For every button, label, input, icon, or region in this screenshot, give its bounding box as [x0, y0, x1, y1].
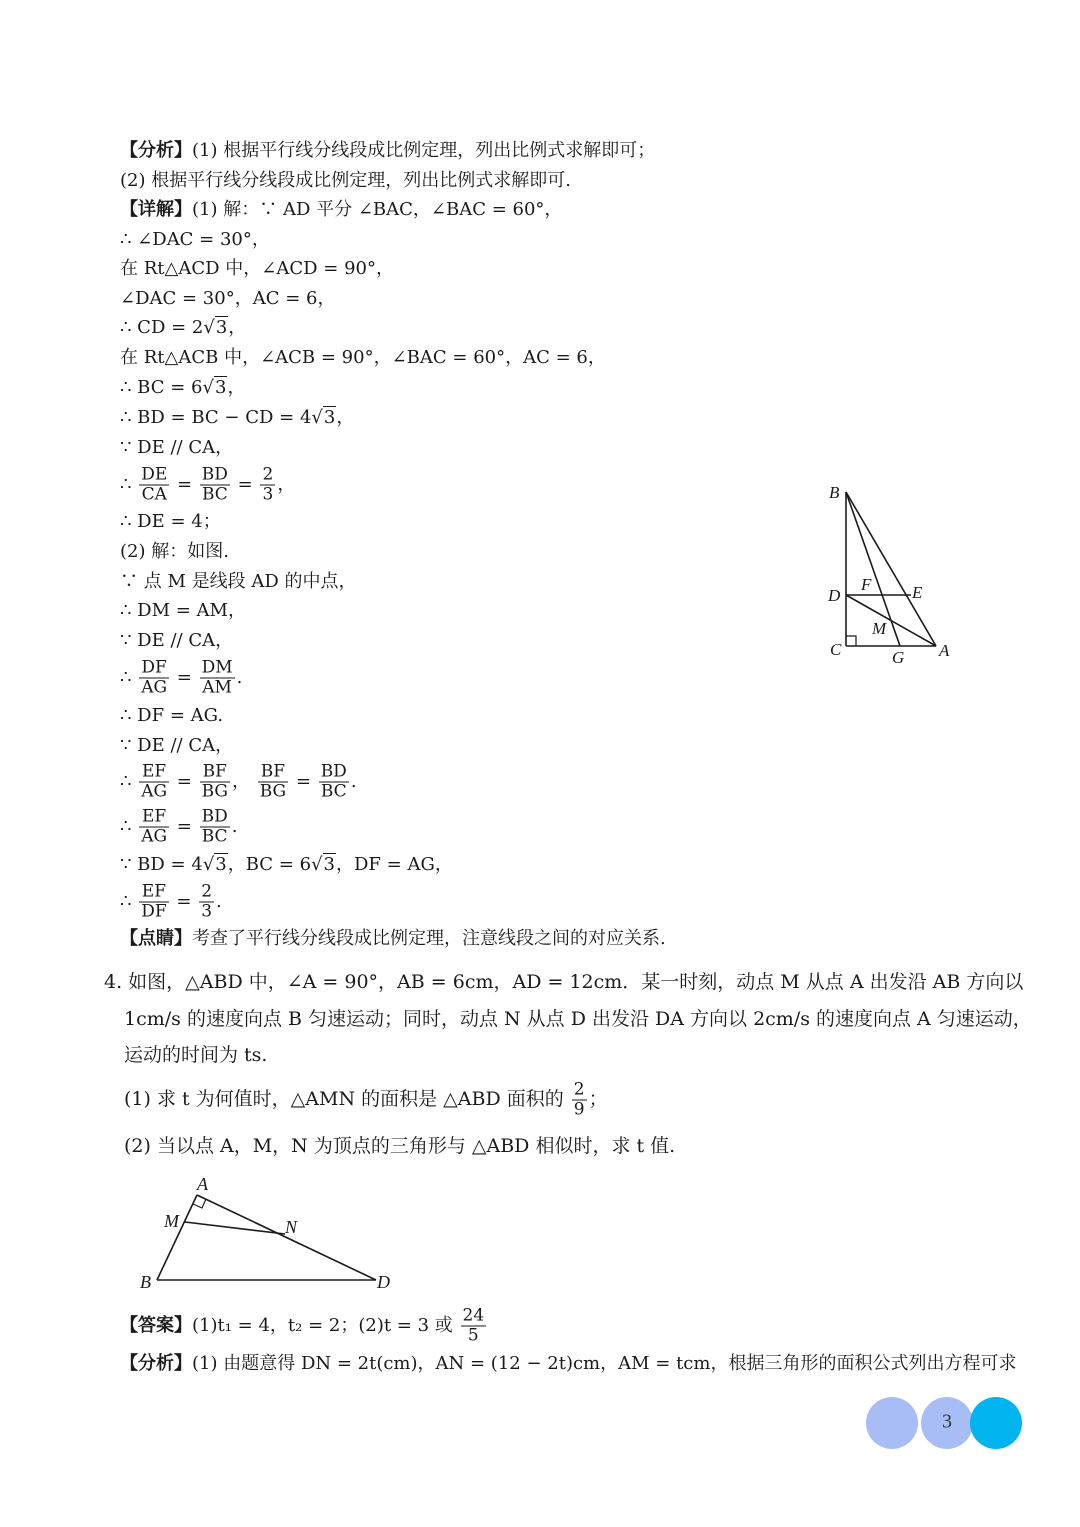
numerator: BF — [258, 763, 288, 783]
denominator: AG — [141, 781, 168, 802]
numerator: EF — [139, 763, 169, 783]
fraction-bf-bg-2 — [258, 763, 288, 802]
detail-line-17: ∴ DF = AG. — [120, 705, 224, 726]
therefore-symbol: ∴ — [120, 816, 132, 837]
therefore-symbol: ∴ — [120, 474, 132, 495]
label-n: N — [285, 1217, 298, 1237]
denominator: AG — [141, 677, 168, 698]
comment-text: 考查了平行线分线段成比例定理，注意线段之间的对应关系. — [192, 928, 666, 949]
analysis-tag: 【分析】 — [120, 140, 192, 161]
label-f: F — [861, 575, 872, 594]
detail-line-10 — [120, 466, 295, 505]
comment-line — [120, 928, 666, 950]
answer-tag: 【答案】 — [120, 1315, 192, 1336]
badge-circle-left — [866, 1397, 918, 1449]
df-ag: ，DF = AG， — [336, 854, 453, 875]
numerator: 2 — [201, 881, 213, 902]
segment-ad — [197, 1195, 376, 1280]
detail-line-11: ∴ DE = 4； — [120, 511, 221, 532]
punctuation: . — [231, 816, 238, 837]
detail-text-1: (1) 解：∵ AD 平分 ∠BAC，∠BAC = 60°， — [192, 199, 563, 220]
cd-eq: ∴ CD = 2 — [120, 317, 204, 338]
detail-line-3: 在 Rt△ACD 中，∠ACD = 90°， — [120, 258, 394, 279]
equals-sign: = — [237, 474, 253, 495]
fraction-bd-bc — [200, 466, 230, 505]
denominator: BG — [259, 781, 287, 802]
comment-tag: 【点睛】 — [120, 928, 192, 949]
therefore-symbol: ∴ — [120, 891, 132, 912]
numerator: BF — [200, 763, 230, 783]
bc-end: ， — [227, 377, 246, 398]
detail-line-22 — [120, 883, 222, 922]
fraction-de-ca — [139, 466, 169, 505]
segment-ab — [157, 1195, 197, 1280]
analysis2-line — [120, 1353, 1016, 1375]
label-m: M — [164, 1211, 179, 1231]
denominator: 3 — [201, 901, 213, 922]
problem4-question-2: (2) 当以点 A，M，N 为顶点的三角形与 △ABD 相似时，求 t 值. — [124, 1135, 676, 1157]
label-g: G — [892, 648, 905, 667]
fraction-24-5 — [461, 1307, 487, 1346]
equals-sign: = — [176, 816, 192, 837]
badge-circle-right — [970, 1397, 1022, 1449]
detail-line-15: ∵ DE // CA， — [120, 630, 234, 651]
bd-end: ， — [336, 407, 355, 428]
label-b: B — [829, 483, 840, 502]
denominator: BG — [201, 781, 228, 802]
numerator: BD — [201, 464, 228, 485]
punctuation: . — [236, 667, 243, 688]
fraction-bd-bc — [200, 808, 230, 847]
bc-value: ，BC = 6 — [227, 854, 312, 875]
numerator: 2 — [262, 464, 274, 485]
fraction-ef-ag — [139, 808, 169, 847]
bc-radicand: 3 — [214, 377, 227, 398]
question-1-text: (1) 求 t 为何值时，△AMN 的面积是 △ABD 面积的 — [124, 1088, 564, 1110]
label-e: E — [912, 583, 923, 602]
detail-line-12: (2) 解：如图. — [120, 541, 229, 562]
equals-sign: = — [295, 771, 311, 792]
detail-line-16 — [120, 659, 242, 698]
detail-line-9: ∵ DE // CA， — [120, 437, 234, 458]
bd-value: ∵ BD = 4 — [120, 854, 203, 875]
numerator: EF — [139, 808, 169, 828]
numerator: BD — [320, 761, 347, 782]
detail-line-7: ∴ BC = 6√3， — [120, 377, 246, 398]
numerator: 2 — [573, 1079, 585, 1100]
answer-text: (1)t₁ = 4，t₂ = 2；(2)t = 3 或 — [192, 1315, 453, 1336]
segment-ba — [846, 492, 936, 646]
detail-line-6: 在 Rt△ACB 中，∠ACB = 90°，∠BAC = 60°，AC = 6， — [120, 347, 606, 368]
fraction-df-ag — [139, 659, 169, 698]
label-a: A — [197, 1174, 208, 1194]
fraction-ef-ag — [139, 763, 169, 802]
detail-line-14: ∴ DM = AM， — [120, 600, 246, 621]
analysis-line-1 — [120, 140, 655, 162]
denominator: DF — [141, 901, 167, 922]
denominator: AM — [202, 677, 232, 698]
bd-eq: ∴ BD = BC − CD = 4 — [120, 407, 312, 428]
punctuation: ， — [277, 474, 296, 495]
therefore-symbol: ∴ — [120, 667, 132, 688]
numerator: EF — [139, 883, 168, 903]
fraction-bd-bc — [319, 763, 349, 802]
numerator: DM — [201, 657, 233, 678]
detail-line-21: ∵ BD = 4√3，BC = 6√3，DF = AG， — [120, 854, 453, 875]
equals-sign: = — [176, 771, 192, 792]
equals-sign: = — [176, 474, 193, 495]
equals-sign: = — [176, 891, 192, 912]
fraction-2-3 — [260, 466, 275, 505]
label-d: D — [377, 1272, 390, 1292]
denominator: 5 — [467, 1325, 479, 1346]
problem4-line-2: 1cm/s 的速度向点 B 匀速运动；同时，动点 N 从点 D 出发沿 DA 方向以 2cm/s 的速度向点 A 匀速运动， — [124, 1008, 1032, 1030]
answer-line — [120, 1307, 488, 1346]
detail-line-19 — [120, 763, 357, 802]
detail-line-20 — [120, 808, 237, 847]
detail-tag: 【详解】 — [120, 199, 192, 220]
punctuation: . — [216, 891, 222, 912]
fraction-bf-bg — [200, 763, 230, 802]
page-number: 3 — [942, 1410, 952, 1433]
equals-sign: = — [176, 667, 192, 688]
punctuation: ， — [232, 771, 250, 792]
denominator: BC — [320, 781, 347, 802]
label-d: D — [828, 586, 841, 605]
detail-line-2: ∴ ∠DAC = 30°， — [120, 229, 270, 250]
problem4-line-3: 运动的时间为 ts. — [124, 1044, 268, 1066]
denominator: BC — [201, 484, 228, 505]
analysis2-text: (1) 由题意得 DN = 2t(cm)，AN = (12 − 2t)cm，AM = tcm，根据三角形的面积公式列出方程可求 — [192, 1353, 1017, 1374]
segment-mn — [185, 1222, 285, 1234]
bd-radicand: 3 — [215, 854, 227, 875]
bd-radicand: 3 — [323, 407, 336, 428]
detail-line-4: ∠DAC = 30°，AC = 6， — [120, 288, 336, 309]
denominator: 9 — [573, 1099, 585, 1120]
analysis-line-2: (2) 根据平行线分线段成比例定理，列出比例式求解即可. — [120, 170, 571, 191]
numerator: DF — [139, 659, 169, 679]
punctuation: . — [350, 771, 357, 792]
bc-radicand: 3 — [323, 854, 335, 875]
bc-eq: ∴ BC = 6 — [120, 377, 203, 398]
label-b: B — [140, 1272, 151, 1292]
analysis-text-1: (1) 根据平行线分线段成比例定理，列出比例式求解即可； — [192, 140, 656, 161]
label-a: A — [939, 641, 950, 660]
cd-radicand: 3 — [215, 317, 228, 338]
fraction-2-3 — [199, 883, 214, 922]
punctuation: ； — [588, 1088, 608, 1110]
analysis2-tag: 【分析】 — [120, 1353, 192, 1374]
detail-line-5: ∴ CD = 2√3， — [120, 317, 247, 338]
label-m: M — [872, 619, 887, 638]
problem4-line-1: 4. 如图，△ABD 中，∠A = 90°，AB = 6cm，AD = 12cm．某一时刻，动点 M 从点 A 出发沿 AB 方向以 — [104, 971, 1024, 993]
cd-end: ， — [228, 317, 247, 338]
problem4-question-1 — [124, 1081, 608, 1120]
detail-line-1 — [120, 199, 562, 221]
numerator: BD — [201, 806, 228, 827]
numerator: 24 — [462, 1305, 485, 1326]
denominator: AG — [141, 826, 168, 847]
right-angle-mark — [846, 636, 856, 646]
fraction-dm-am — [200, 659, 235, 698]
denominator: CA — [141, 484, 167, 505]
geometry-figure-2 — [135, 1170, 400, 1295]
detail-line-18: ∵ DE // CA， — [120, 735, 234, 756]
label-c: C — [830, 640, 842, 659]
fraction-ef-df — [139, 883, 168, 922]
denominator: BC — [201, 826, 228, 847]
therefore-symbol: ∴ — [120, 771, 132, 792]
numerator: DE — [141, 464, 168, 485]
geometry-figure-1 — [815, 475, 965, 670]
detail-line-8: ∴ BD = BC − CD = 4√3， — [120, 407, 355, 428]
detail-line-13: ∵ 点 M 是线段 AD 的中点， — [120, 571, 357, 592]
denominator: 3 — [262, 484, 274, 505]
fraction-2-9 — [572, 1081, 587, 1120]
